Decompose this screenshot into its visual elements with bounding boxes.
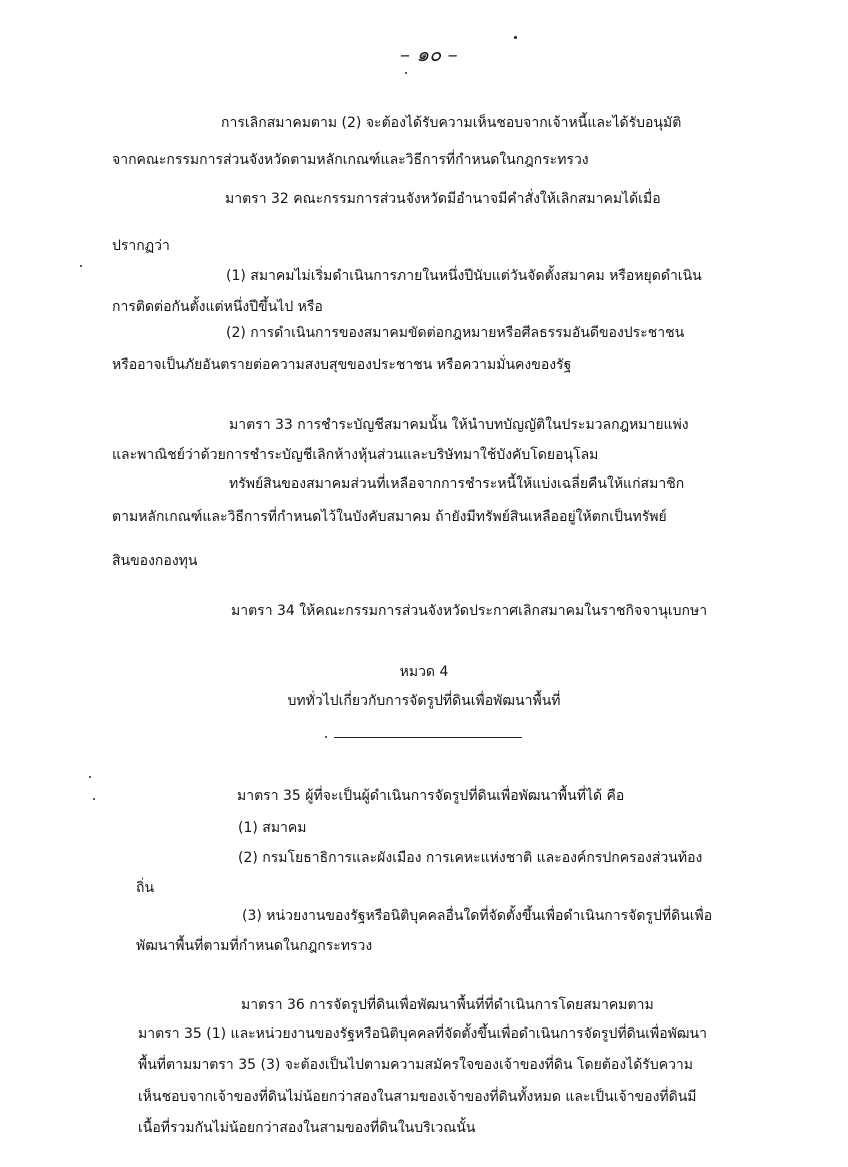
text-line: การเลิกสมาคมตาม (2) จะต้องได้รับความเห็นชอบจากเจ้าหนี้และได้รับอนุมัติ <box>221 115 682 131</box>
section-33-heading: มาตรา 33 การชำระบัญชีสมาคมนั้น ให้นำบทบัญญัติในประมวลกฎหมายแพ่ง <box>229 417 689 433</box>
scan-speck <box>93 798 95 800</box>
text-line: จากคณะกรรมการส่วนจังหวัดตามหลักเกณฑ์และวิธีการที่กำหนดในกฎกระทรวง <box>112 152 589 168</box>
section-35-heading: มาตรา 35 ผู้ที่จะเป็นผู้ดำเนินการจัดรูปที่ดินเพื่อพัฒนาพื้นที่ได้ คือ <box>237 788 625 804</box>
text-line: (3) หน่วยงานของรัฐหรือนิติบุคคลอื่นใดที่จัดตั้งขึ้นเพื่อดำเนินการจัดรูปที่ดินเพื่อ <box>242 908 713 924</box>
text-line: (2) การดำเนินการของสมาคมขัดต่อกฎหมายหรือศีลธรรมอันดีของประชาชน <box>226 325 685 341</box>
divider-line <box>334 737 522 738</box>
scan-speck <box>514 36 517 39</box>
chapter-number: หมวด 4 <box>399 664 449 680</box>
text-line: (1) สมาคม <box>238 820 307 836</box>
text-line: ทรัพย์สินของสมาคมส่วนที่เหลือจากการชำระหนี้ให้แบ่งเฉลี่ยคืนให้แก่สมาชิก <box>229 476 685 492</box>
text-line: ตามหลักเกณฑ์และวิธีการที่กำหนดไว้ในบังคับสมาคม ถ้ายังมีทรัพย์สินเหลืออยู่ให้ตกเป็นทรัพย์ <box>112 509 667 525</box>
text-line: (2) กรมโยธาธิการและผังเมือง การเคหะแห่งชาติ และองค์กรปกครองส่วนท้อง <box>238 850 703 866</box>
text-line: หรืออาจเป็นภัยอันตรายต่อความสงบสุขของประชาชน หรือความมั่นคงของรัฐ <box>112 357 572 373</box>
text-line: ปรากฏว่า <box>112 238 170 254</box>
section-36-heading: มาตรา 36 การจัดรูปที่ดินเพื่อพัฒนาพื้นที่ที่ดำเนินการโดยสมาคมตาม <box>241 997 654 1013</box>
text-line: ถิ่น <box>136 880 155 896</box>
text-line: มาตรา 35 (1) และหน่วยงานของรัฐหรือนิติบุคคลที่จัดตั้งขึ้นเพื่อดำเนินการจัดรูปที่ดินเพื่อพัฒนา <box>138 1026 707 1042</box>
scan-speck <box>89 776 91 778</box>
text-line: พื้นที่ตามมาตรา 35 (3) จะต้องเป็นไปตามความสมัครใจของเจ้าของที่ดิน โดยต้องได้รับความ <box>138 1057 694 1073</box>
section-34-heading: มาตรา 34 ให้คณะกรรมการส่วนจังหวัดประกาศเลิกสมาคมในราชกิจจานุเบกษา <box>231 603 708 619</box>
text-line: พัฒนาพื้นที่ตามที่กำหนดในกฎกระทรวง <box>136 938 373 954</box>
scan-speck <box>325 736 327 738</box>
text-line: สินของกองทุน <box>112 553 198 569</box>
text-line: และพาณิชย์ว่าด้วยการชำระบัญชีเลิกห้างหุ้นส่วนและบริษัทมาใช้บังคับโดยอนุโลม <box>112 447 599 463</box>
text-line: เห็นชอบจากเจ้าของที่ดินไม่น้อยกว่าสองในสามของเจ้าของที่ดินทั้งหมด และเป็นเจ้าของที่ดินมี <box>138 1089 697 1105</box>
text-line: เนื้อที่รวมกันไม่น้อยกว่าสองในสามของที่ดินในบริเวณนั้น <box>138 1120 476 1136</box>
section-32-heading: มาตรา 32 คณะกรรมการส่วนจังหวัดมีอำนาจมีคำสั่งให้เลิกสมาคมได้เมื่อ <box>225 191 661 207</box>
chapter-title: บททั่วไปเกี่ยวกับการจัดรูปที่ดินเพื่อพัฒนาพื้นที่ <box>287 693 561 709</box>
text-line: (1) สมาคมไม่เริ่มดำเนินการภายในหนึ่งปีนับแต่วันจัดตั้งสมาคม หรือหยุดดำเนิน <box>226 268 702 284</box>
page-number: – ๑๐ – <box>400 42 458 66</box>
scan-speck <box>80 265 82 267</box>
text-line: การติดต่อกันตั้งแต่หนึ่งปีขึ้นไป หรือ <box>112 299 323 315</box>
scan-speck <box>405 72 407 74</box>
